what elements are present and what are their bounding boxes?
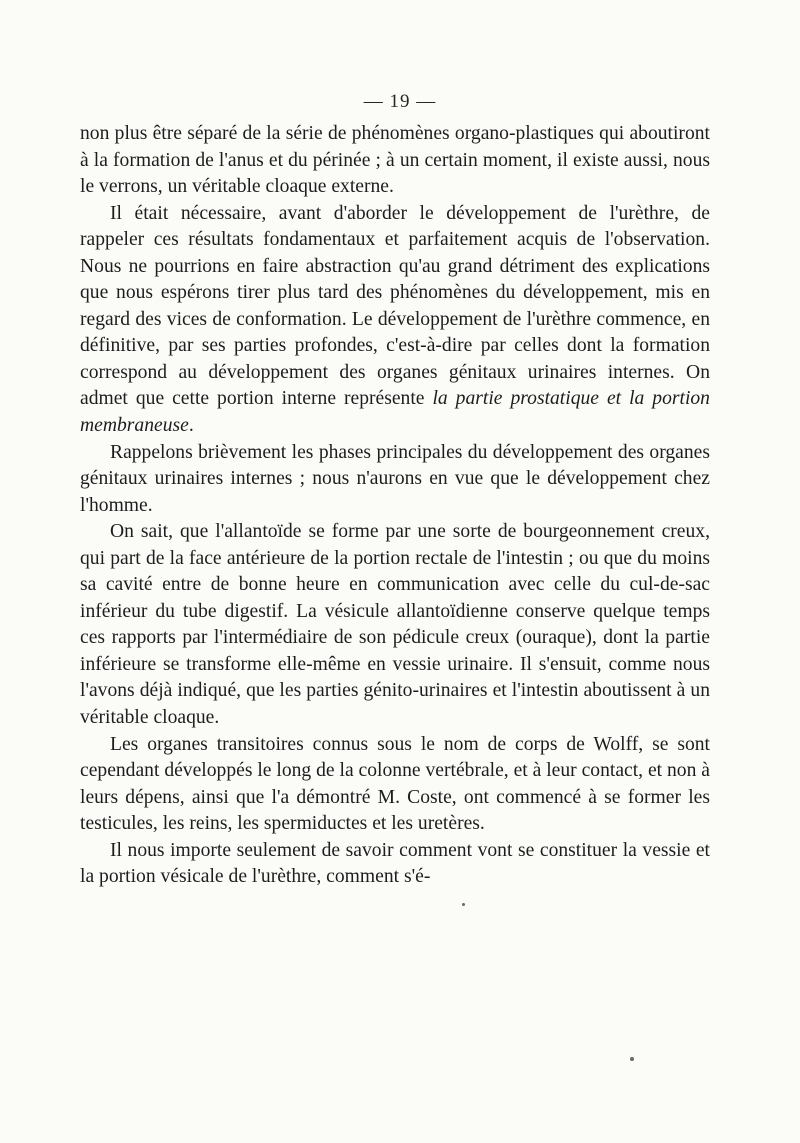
paragraph-2 (80, 201, 710, 440)
paragraph-4 (80, 519, 710, 731)
paragraph-2-end: . (188, 415, 194, 437)
paper-speck (630, 1057, 634, 1061)
paragraph-2-italic-term: la partie prostatique et la portion membraneuse (80, 388, 710, 437)
paragraph-6 (80, 838, 710, 891)
paragraph-3 (80, 440, 710, 520)
paragraph-5 (80, 732, 710, 838)
paragraph-6-text: Il nous importe seulement de savoir comment vont se constituer la vessie et la portion vésicale de l'urèthre, comment s'é- (80, 839, 710, 888)
paragraph-4-text: On sait, que l'allantoïde se forme par une sorte de bourgeonnement creux, qui part de la face antérieure de la portion rectale de l'intestin ; ou que du moins sa cavité entre de bonne heure en communication avec celle du cul-de-sac inférieur du tube digestif. La vésicule allantoïdienne conserve quelque temps ces rapports par l'intermédiaire de son pédicule creux (ouraque), dont la partie inférieure se transforme elle-même en vessie urinaire. Il s'ensuit, comme nous l'avons déjà indiqué, que les parties génito-urinaires et l'intestin aboutissent à un véritable cloaque. (80, 521, 710, 729)
paragraph-5-text: Les organes transitoires connus sous le nom de corps de Wolff, se sont cependant développés le long de la colonne vertébrale, et à leur contact, et non à leurs dépens, ainsi que l'a démontré M. Coste, ont commencé à se former les testicules, les reins, les spermiductes et les uretères. (80, 733, 710, 835)
paragraph-1-text: non plus être séparé de la série de phénomènes organo-plastiques qui aboutiront à la formation de l'anus et du périnée ; à un certain moment, il existe aussi, nous le verrons, un véritable cloaque externe. (80, 123, 710, 198)
page-number: — 19 — (363, 91, 437, 112)
paragraph-1 (80, 121, 710, 201)
paper-speck (462, 903, 465, 906)
paragraph-2-text: Il était nécessaire, avant d'aborder le développement de l'urèthre, de rappeler ces résultats fondamentaux et parfaitement acquis de l'observation. Nous ne pourrions en faire abstraction qu'au grand détriment des explications que nous espérons tirer plus tard des phénomènes du développement, mis en regard des vices de conformation. Le développement de l'urèthre commence, en définitive, par ses parties profondes, c'est-à-dire par celles dont la formation correspond au développement des organes génitaux urinaires internes. On admet que cette portion interne représente (80, 202, 710, 410)
paragraph-3-text: Rappelons brièvement les phases principales du développement des organes génitaux urinaires internes ; nous n'aurons en vue que le développement chez l'homme. (80, 441, 710, 516)
body-text (80, 121, 710, 891)
